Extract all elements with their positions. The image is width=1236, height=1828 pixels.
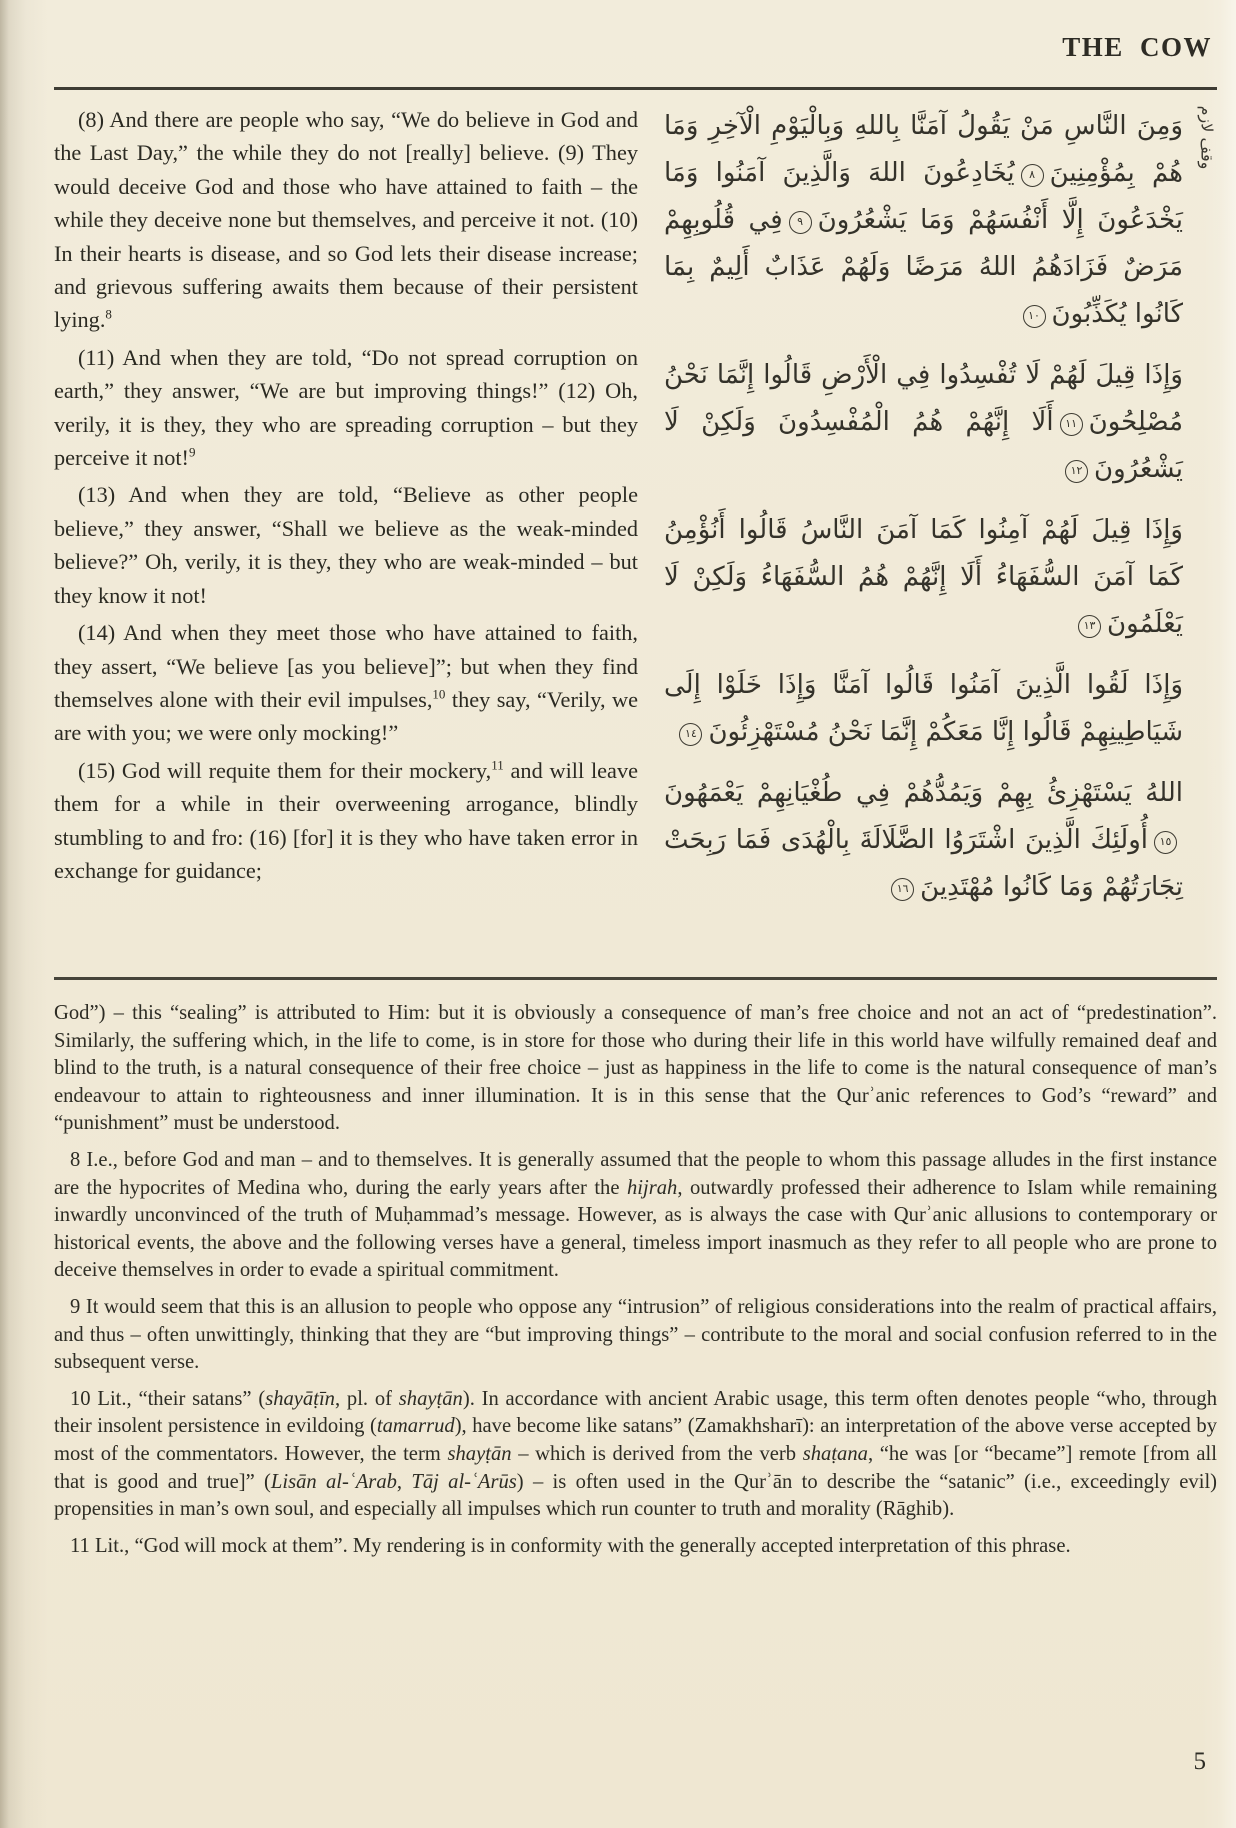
arabic-verse-block <box>664 770 1183 911</box>
text-run: (15) God will requite them for their mockery, <box>78 757 492 783</box>
text-run: tamarrud <box>376 1415 455 1438</box>
text-run: ). In accordance with ancient Arabic usage, this term often denotes people “who, through their insolent persistence in evildoing ( <box>54 1387 1217 1438</box>
page-number: 5 <box>1193 1748 1206 1775</box>
arabic-verse-text: وَمِنَ النَّاسِ مَنْ يَقُولُ آمَنَّا بِاللهِ وَبِالْيَوْمِ الْآخِرِ وَمَا هُمْ بِمُؤْمِنِينَ <box>664 111 1184 188</box>
footnote-paragraph <box>54 1386 1217 1524</box>
text-run: (13) And when they are told, “Believe as other people believe,” they answer, “Shall we believe as the weak-minded believe?” Oh, verily, it is they, they who are weak-minded – but they know it not! <box>54 482 638 608</box>
text-run: , “he was [or “became”] remote [from all that is good and true]” ( <box>54 1442 1217 1493</box>
text-run: ) – is often used in the Qurʾān to describe the “satanic” (i.e., exceedingly evil) propensities in man’s own soul, and especially all impulses which run counter to truth and morality (Rāghib). <box>54 1470 1218 1521</box>
arabic-verse-text: وَإِذَا قِيلَ لَهُمْ لَا تُفْسِدُوا فِي الْأَرْضِ قَالُوا إِنَّمَا نَحْنُ مُصْلِحُونَ <box>664 360 1183 437</box>
footnote-paragraph <box>54 1147 1217 1285</box>
text-run: shayṭān <box>447 1442 512 1465</box>
header-rule <box>54 87 1217 90</box>
footnote-reference: 10 <box>432 686 446 702</box>
verse-number-marker: ١٥ <box>1154 831 1177 854</box>
footnote-reference: 9 <box>188 444 196 460</box>
text-run: – which is derived from the verb <box>511 1442 803 1465</box>
main-columns <box>54 103 1217 925</box>
text-run: , outwardly professed their adherence to Islam while remaining inwardly unconvinced of the truth of Muḥammad’s message. However, as is always the case with Qurʾanic allusions to contemporary or historical events, the above and the following verses have a general, timeless import inasmuch as they refer to all people who are prone to deceive themselves in order to evade a spiritual commitment. <box>54 1176 1217 1282</box>
arabic-verse-text: اللهُ يَسْتَهْزِئُ بِهِمْ وَيَمُدُّهُمْ فِي طُغْيَانِهِمْ يَعْمَهُونَ <box>664 778 1183 808</box>
running-head-title: THE COW <box>1062 32 1212 62</box>
verse-number-marker: ١٢ <box>1065 460 1088 483</box>
arabic-verse-block <box>664 507 1183 648</box>
text-run: hijrah <box>626 1176 678 1199</box>
verse-number-marker: ٩ <box>789 211 812 234</box>
footnotes-section <box>54 1000 1217 1569</box>
text-run: shayāṭīn <box>265 1387 335 1410</box>
text-run: they say, “Verily, we are with you; we were only mocking!” <box>54 686 638 746</box>
text-run: 8 I.e., before God and man – and to themselves. It is generally assumed that the people to whom this passage alludes in the first instance are the hypocrites of Medina who, during the early years after the <box>54 1148 1217 1199</box>
footnote-paragraph <box>54 1533 1217 1561</box>
verse-number-marker: ١٣ <box>1078 615 1101 638</box>
verse-number-marker: ٨ <box>1021 164 1044 187</box>
text-run: (14) And when they meet those who have attained to faith, they assert, “We believe [as you believe]”; but when they find themselves alone with their evil impulses, <box>54 620 638 712</box>
verse-number-marker: ١٦ <box>891 878 914 901</box>
arabic-verse-text: فِي قُلُوبِهِمْ مَرَضٌ فَزَادَهُمُ اللهُ مَرَضًا وَلَهُمْ عَذَابٌ أَلِيمٌ بِمَا كَانُوا يُكَذِّبُونَ <box>664 205 1183 329</box>
text-run: Tāj al-ʿArūs <box>411 1470 517 1493</box>
text-run: Lisān al-ʿArab <box>270 1470 397 1493</box>
text-run: ), have become like satans” (Zamakhsharī): an interpretation of the above verse accepted by most of the commentators. However, the term <box>54 1415 1217 1465</box>
text-run: and will leave them for a while in their overweening arrogance, blindly stumbling to and fro: (16) [for] it is they who have taken error in exchange for guidance; <box>54 757 638 883</box>
text-run: God”) – this “sealing” is attributed to Him: but it is obviously a consequence of man’s free choice and not an act of “predestination”. Similarly, the suffering which, in the life to come, is in store for those who during their life in this world have wilfully remained deaf and blind to the truth, is a natural consequence of their free choice – just as happiness in the life to come is the natural consequence of man’s endeavour to attain to righteousness and inner illumination. It is in this sense that the Qurʾanic references to God’s “reward” and “punishment” must be understood. <box>54 1002 1217 1135</box>
translation-paragraph <box>54 478 638 612</box>
english-translation-column <box>54 103 638 925</box>
arabic-verse-text: أُولَئِكَ الَّذِينَ اشْتَرَوُا الضَّلَالَةَ بِالْهُدَى فَمَا رَبِحَتْ تِجَارَتُهُمْ وَمَا كَانُوا مُهْتَدِينَ <box>664 825 1183 902</box>
footnote-paragraph <box>54 1000 1217 1138</box>
text-run: (8) And there are people who say, “We do believe in God and the Last Day,” the while they do not [really] believe. (9) They would deceive God and those who have attained to faith – the while they deceive none but themselves, and perceive it not. (10) In their hearts is disease, and so God lets their disease increase; and grievous suffering awaits them because of their persistent lying. <box>54 107 638 333</box>
text-run: , pl. of <box>334 1387 399 1410</box>
arabic-verse-block <box>664 352 1183 493</box>
verse-number-marker: ١١ <box>1060 413 1083 436</box>
footnote-separator-rule <box>54 977 1217 980</box>
verse-number-marker: ١٤ <box>679 723 702 746</box>
text-run: shaṭana <box>802 1442 868 1465</box>
translation-paragraph <box>54 103 638 337</box>
text-run: shayṭān <box>398 1387 463 1410</box>
text-run: 11 Lit., “God will mock at them”. My rendering is in conformity with the generally accepted interpretation of this phrase. <box>70 1534 1071 1557</box>
text-run: (11) And when they are told, “Do not spread corruption on earth,” they answer, “We are but improving things!” (12) Oh, verily, it is they, they who are spreading corruption – but they perceive it not! <box>54 344 638 471</box>
translation-paragraph <box>54 754 638 888</box>
text-run: , <box>396 1470 412 1493</box>
arabic-verse-text: أَلَا إِنَّهُمْ هُمُ الْمُفْسِدُونَ وَلَكِنْ لَا يَشْعُرُونَ <box>664 407 1183 484</box>
footnote-reference: 11 <box>491 757 504 773</box>
arabic-verse-block <box>664 662 1183 756</box>
text-run: 10 Lit., “their satans” ( <box>70 1387 266 1410</box>
translation-paragraph <box>54 616 638 750</box>
footnote-reference: 8 <box>105 307 112 323</box>
verse-number-marker: ١٠ <box>1023 305 1046 328</box>
arabic-verse-block <box>664 103 1183 338</box>
footnote-paragraph <box>54 1294 1217 1377</box>
arabic-text-column <box>664 103 1217 925</box>
arabic-verse-text: يُخَادِعُونَ اللهَ وَالَّذِينَ آمَنُوا وَمَا يَخْدَعُونَ إِلَّا أَنْفُسَهُمْ وَمَا يَشْعُرُونَ <box>664 158 1183 235</box>
arabic-verse-text: وَإِذَا قِيلَ لَهُمْ آمِنُوا كَمَا آمَنَ النَّاسُ قَالُوا أَنُؤْمِنُ كَمَا آمَنَ السُّفَهَاءُ أَلَا إِنَّهُمْ هُمُ السُّفَهَاءُ وَلَكِنْ لَا يَعْلَمُونَ <box>664 515 1183 639</box>
translation-paragraph <box>54 341 638 475</box>
text-run: 9 It would seem that this is an allusion to people who oppose any “intrusion” of religious considerations into the realm of practical affairs, and thus – often unwittingly, thinking that they are “but improving things” – contribute to the moral and social confusion referred to in the subsequent verse. <box>54 1295 1217 1374</box>
margin-note-waqf-lazim: وقف لازم <box>1197 105 1217 170</box>
arabic-verse-text: وَإِذَا لَقُوا الَّذِينَ آمَنُوا قَالُوا آمَنَّا وَإِذَا خَلَوْا إِلَى شَيَاطِينِهِمْ قَالُوا إِنَّا مَعَكُمْ إِنَّمَا نَحْنُ مُسْتَهْزِئُونَ <box>664 670 1183 747</box>
